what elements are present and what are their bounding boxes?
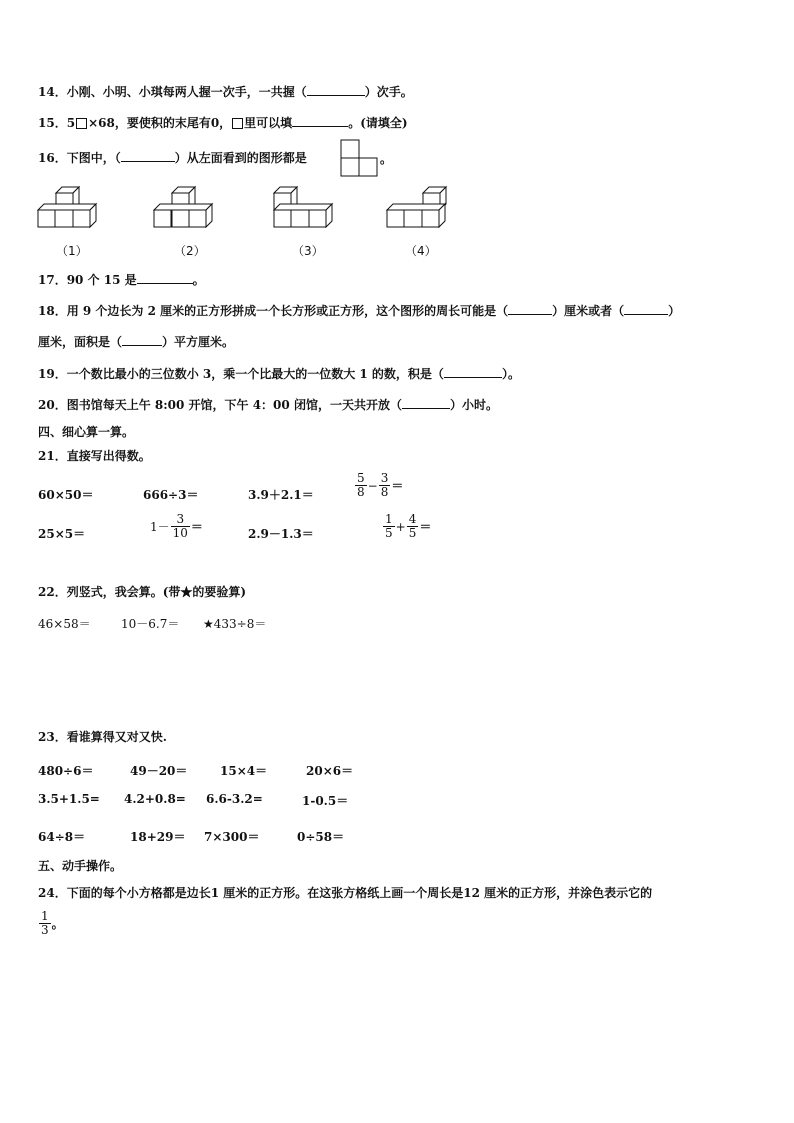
question-17 bbox=[38, 272, 205, 288]
q23-item: 4.2+0.8= bbox=[124, 792, 186, 806]
q21-item: 3.9＋2.1＝ bbox=[248, 488, 314, 502]
q17-answer-blank[interactable] bbox=[137, 272, 193, 284]
fraction-numerator: 3 bbox=[380, 471, 389, 485]
q22-item: 46×58＝ bbox=[38, 617, 91, 631]
q21-fraction-item bbox=[382, 513, 431, 540]
q15-text-b: ×68，要使积的末尾有0， bbox=[88, 116, 232, 130]
question-22-title: 22．列竖式，我会算。(带★的要验算) bbox=[38, 585, 247, 599]
q23-item: 0÷58＝ bbox=[297, 830, 345, 844]
cube-figure-1[interactable] bbox=[36, 183, 108, 233]
q20-text: 20．图书馆每天上午 8:00 开馆，下午 4：00 闭馆，一天共开放（ bbox=[38, 398, 402, 412]
figure-caption-1: （1） bbox=[56, 244, 88, 258]
q22-item: ★433÷8＝ bbox=[203, 617, 267, 631]
q21-item: 60×50＝ bbox=[38, 488, 94, 502]
question-20 bbox=[38, 397, 498, 413]
equals: ＝ bbox=[190, 520, 203, 534]
q23-item: 18+29＝ bbox=[130, 830, 186, 844]
q17-text: 17．90 个 15 是 bbox=[38, 273, 137, 287]
section-4-heading: 四、细心算一算。 bbox=[38, 425, 135, 439]
fraction-denominator: 8 bbox=[380, 485, 389, 499]
q15-text-c: 里可以填 bbox=[244, 116, 293, 130]
question-23-title: 23．看谁算得又对又快. bbox=[38, 730, 167, 744]
q20-text-end: ）小时。 bbox=[449, 398, 498, 412]
equals: ＝ bbox=[391, 479, 404, 493]
fraction-denominator: 8 bbox=[357, 485, 365, 499]
cube-figure-4[interactable] bbox=[385, 183, 457, 233]
question-16 bbox=[38, 150, 307, 166]
question-15 bbox=[38, 115, 408, 131]
fraction-numerator: 3 bbox=[176, 512, 185, 526]
q16-answer-blank[interactable] bbox=[121, 150, 175, 162]
q21-fraction-item bbox=[150, 513, 203, 540]
operator: + bbox=[395, 519, 406, 534]
q18-text-b: ）厘米或者（ bbox=[552, 304, 625, 318]
equals: ＝ bbox=[419, 520, 432, 534]
q24-text-end: 。 bbox=[51, 917, 64, 931]
q14-text-end: ）次手。 bbox=[364, 85, 413, 99]
figure-caption-3: （3） bbox=[292, 244, 324, 258]
fraction-numerator: 1 bbox=[41, 909, 49, 923]
fraction-numerator: 1 bbox=[385, 512, 393, 526]
q15-answer-blank[interactable] bbox=[292, 115, 348, 127]
q23-item: 1-0.5＝ bbox=[302, 794, 349, 808]
fraction-numerator: 5 bbox=[357, 471, 365, 485]
figure-caption-4: （4） bbox=[405, 244, 437, 258]
q23-item: 480÷6＝ bbox=[38, 764, 94, 778]
q14-text: 14．小刚、小明、小琪每两人握一次手，一共握（ bbox=[38, 85, 307, 99]
fraction-denominator: 5 bbox=[408, 526, 417, 540]
q21-item: 2.9－1.3＝ bbox=[248, 527, 314, 541]
operand: 1－ bbox=[150, 520, 170, 534]
question-24: 24．下面的每个小方格都是边长1 厘米的正方形。在这张方格纸上画一个周长是12 厘米的正方形，并涂色表示它的 bbox=[38, 886, 653, 900]
q20-answer-blank[interactable] bbox=[402, 397, 450, 409]
q23-item: 20×6＝ bbox=[306, 764, 354, 778]
q15-text-a: 15．5 bbox=[38, 116, 76, 130]
q18-answer-blank-1[interactable] bbox=[508, 303, 552, 315]
q14-answer-blank[interactable] bbox=[307, 84, 365, 96]
q18-text-e: ）平方厘米。 bbox=[162, 335, 235, 349]
question-21-title: 21．直接写出得数。 bbox=[38, 449, 151, 463]
q19-answer-blank[interactable] bbox=[444, 366, 502, 378]
fraction-numerator: 4 bbox=[408, 512, 417, 526]
q16-text: 16．下图中，（ bbox=[38, 151, 121, 165]
q23-item: 6.6-3.2= bbox=[206, 792, 263, 806]
q18-text-a: 18．用 9 个边长为 2 厘米的正方形拼成一个长方形或正方形，这个图形的周长可能是（ bbox=[38, 304, 509, 318]
q15-text-d: 。(请填全) bbox=[348, 116, 408, 130]
question-18-line-2 bbox=[38, 334, 234, 350]
q16-text-end: 。 bbox=[380, 152, 393, 166]
q23-item: 7×300＝ bbox=[204, 830, 260, 844]
q18-answer-blank-2[interactable] bbox=[624, 303, 668, 315]
figure-caption-2: （2） bbox=[174, 244, 206, 258]
q21-item: 25×5＝ bbox=[38, 527, 86, 541]
operator: − bbox=[367, 478, 378, 493]
empty-box-icon bbox=[76, 118, 87, 129]
q18-answer-blank-3[interactable] bbox=[122, 334, 162, 346]
fraction-denominator: 3 bbox=[41, 923, 49, 937]
q16-text-mid: ）从左面看到的图形都是 bbox=[174, 151, 307, 165]
fraction-denominator: 5 bbox=[385, 526, 393, 540]
q19-text-end: ）。 bbox=[501, 367, 520, 381]
fraction-denominator: 10 bbox=[172, 526, 188, 540]
empty-box-icon bbox=[232, 118, 243, 129]
q18-text-c: ） bbox=[668, 304, 681, 318]
q19-text: 19．一个数比最小的三位数小 3，乘一个比最大的一位数大 1 的数，积是（ bbox=[38, 367, 444, 381]
section-5-heading: 五、动手操作。 bbox=[38, 859, 123, 873]
question-19 bbox=[38, 366, 520, 382]
q17-text-end: 。 bbox=[192, 273, 205, 287]
cube-figure-3[interactable] bbox=[270, 183, 342, 233]
cube-figure-2[interactable] bbox=[152, 183, 224, 233]
q24-fraction bbox=[38, 910, 64, 937]
q23-item: 64÷8＝ bbox=[38, 830, 86, 844]
q23-item: 15×4＝ bbox=[220, 764, 268, 778]
q18-text-d: 厘米，面积是（ bbox=[38, 335, 123, 349]
left-view-shape-icon bbox=[340, 139, 380, 177]
q21-item: 666÷3＝ bbox=[143, 488, 199, 502]
question-18 bbox=[38, 303, 680, 319]
question-14 bbox=[38, 84, 413, 100]
q21-fraction-item bbox=[354, 472, 403, 499]
q22-item: 10－6.7＝ bbox=[121, 617, 180, 631]
q23-item: 49－20＝ bbox=[130, 764, 188, 778]
q23-item: 3.5+1.5= bbox=[38, 792, 100, 806]
